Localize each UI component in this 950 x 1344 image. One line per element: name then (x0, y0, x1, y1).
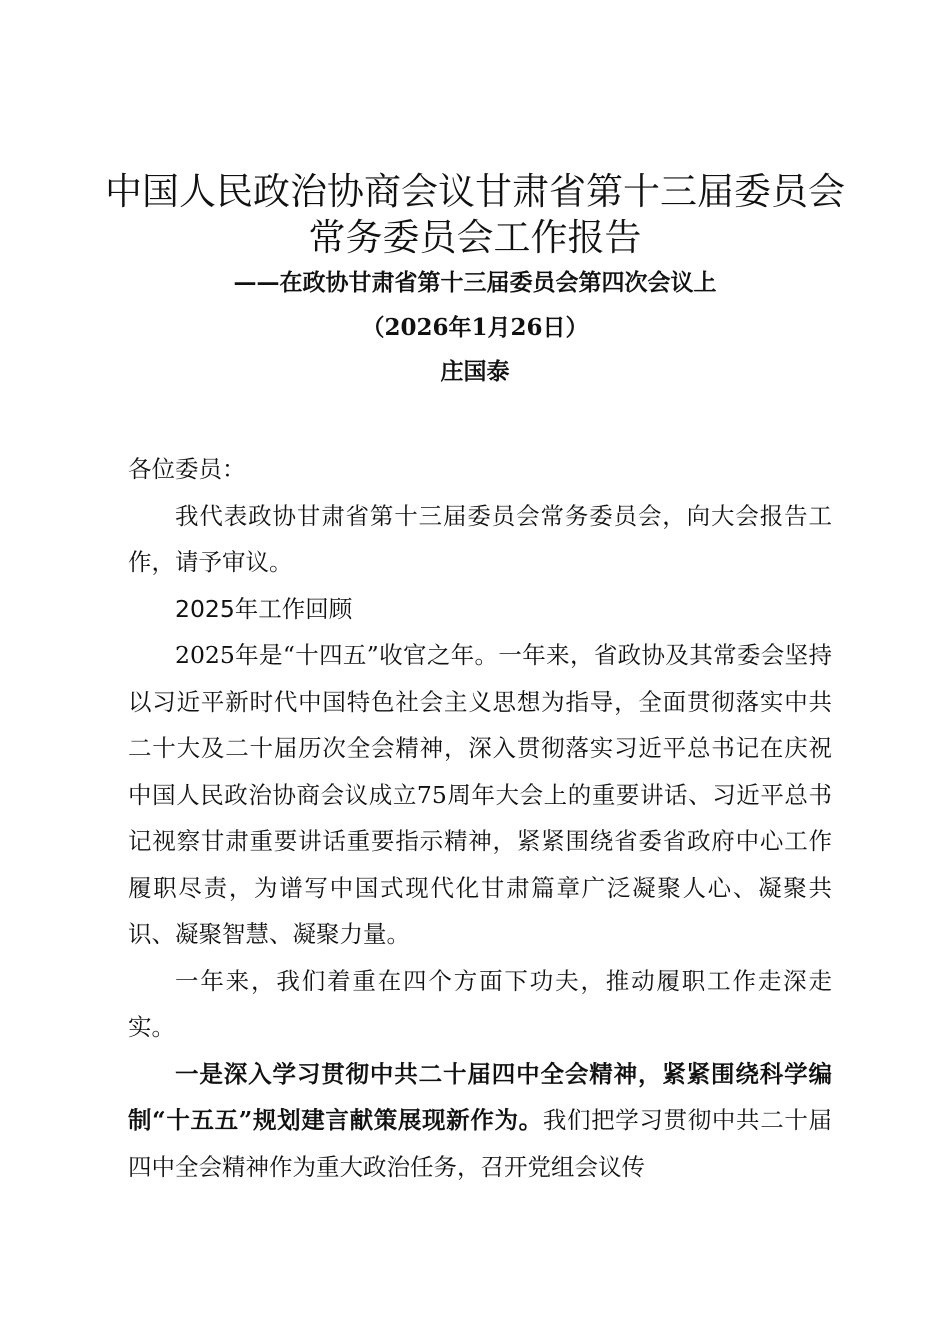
paragraph-3 (128, 1051, 832, 1191)
intro-paragraph: 我代表政协甘肃省第十三届委员会常务委员会，向大会报告工作，请予审议。 (128, 501, 832, 576)
report-body (128, 446, 832, 1190)
section-heading: 2025年工作回顾 (175, 594, 353, 623)
report-subtitle: ——在政协甘肃省第十三届委员会第四次会议上 (233, 269, 717, 296)
paragraph-2: 一年来，我们着重在四个方面下功夫，推动履职工作走深走实。 (128, 966, 832, 1041)
paragraph-1: 2025年是“十四五”收官之年。一年来，省政协及其常委会坚持以习近平新时代中国特色社会主义思想为指导，全面贯彻落实中共二十大及二十届历次全会精神，深入贯彻落实习近平总书记在庆祝中国人民政治协商会议成立75周年大会上的重要讲话、习近平总书记视察甘肃重要讲话重要指示精神，紧紧围绕省委省政府中心工作履职尽责，为谱写中国式现代化甘肃篇章广泛凝聚人心、凝聚共识、凝聚智慧、凝聚力量。 (128, 641, 832, 948)
paragraph-3-bold-lead: 一是深入学习贯彻中共二十届四中全会精神，紧紧围绕科学编制“十五五”规划建言献策展现新作为。 (128, 1059, 832, 1134)
salutation: 各位委员： (128, 455, 246, 483)
report-title-line-1: 中国人民政治协商会议甘肃省第十三届委员会 (105, 170, 845, 213)
report-date: （2026年1月26日） (361, 314, 589, 341)
paragraph-3-text: 我们把学习贯彻中共二十届四中全会精神作为重大政治任务，召开党组会议传 (128, 1106, 833, 1181)
report-author: 庄国泰 (440, 358, 510, 385)
report-title-line-2: 常务委员会工作报告 (308, 216, 642, 259)
